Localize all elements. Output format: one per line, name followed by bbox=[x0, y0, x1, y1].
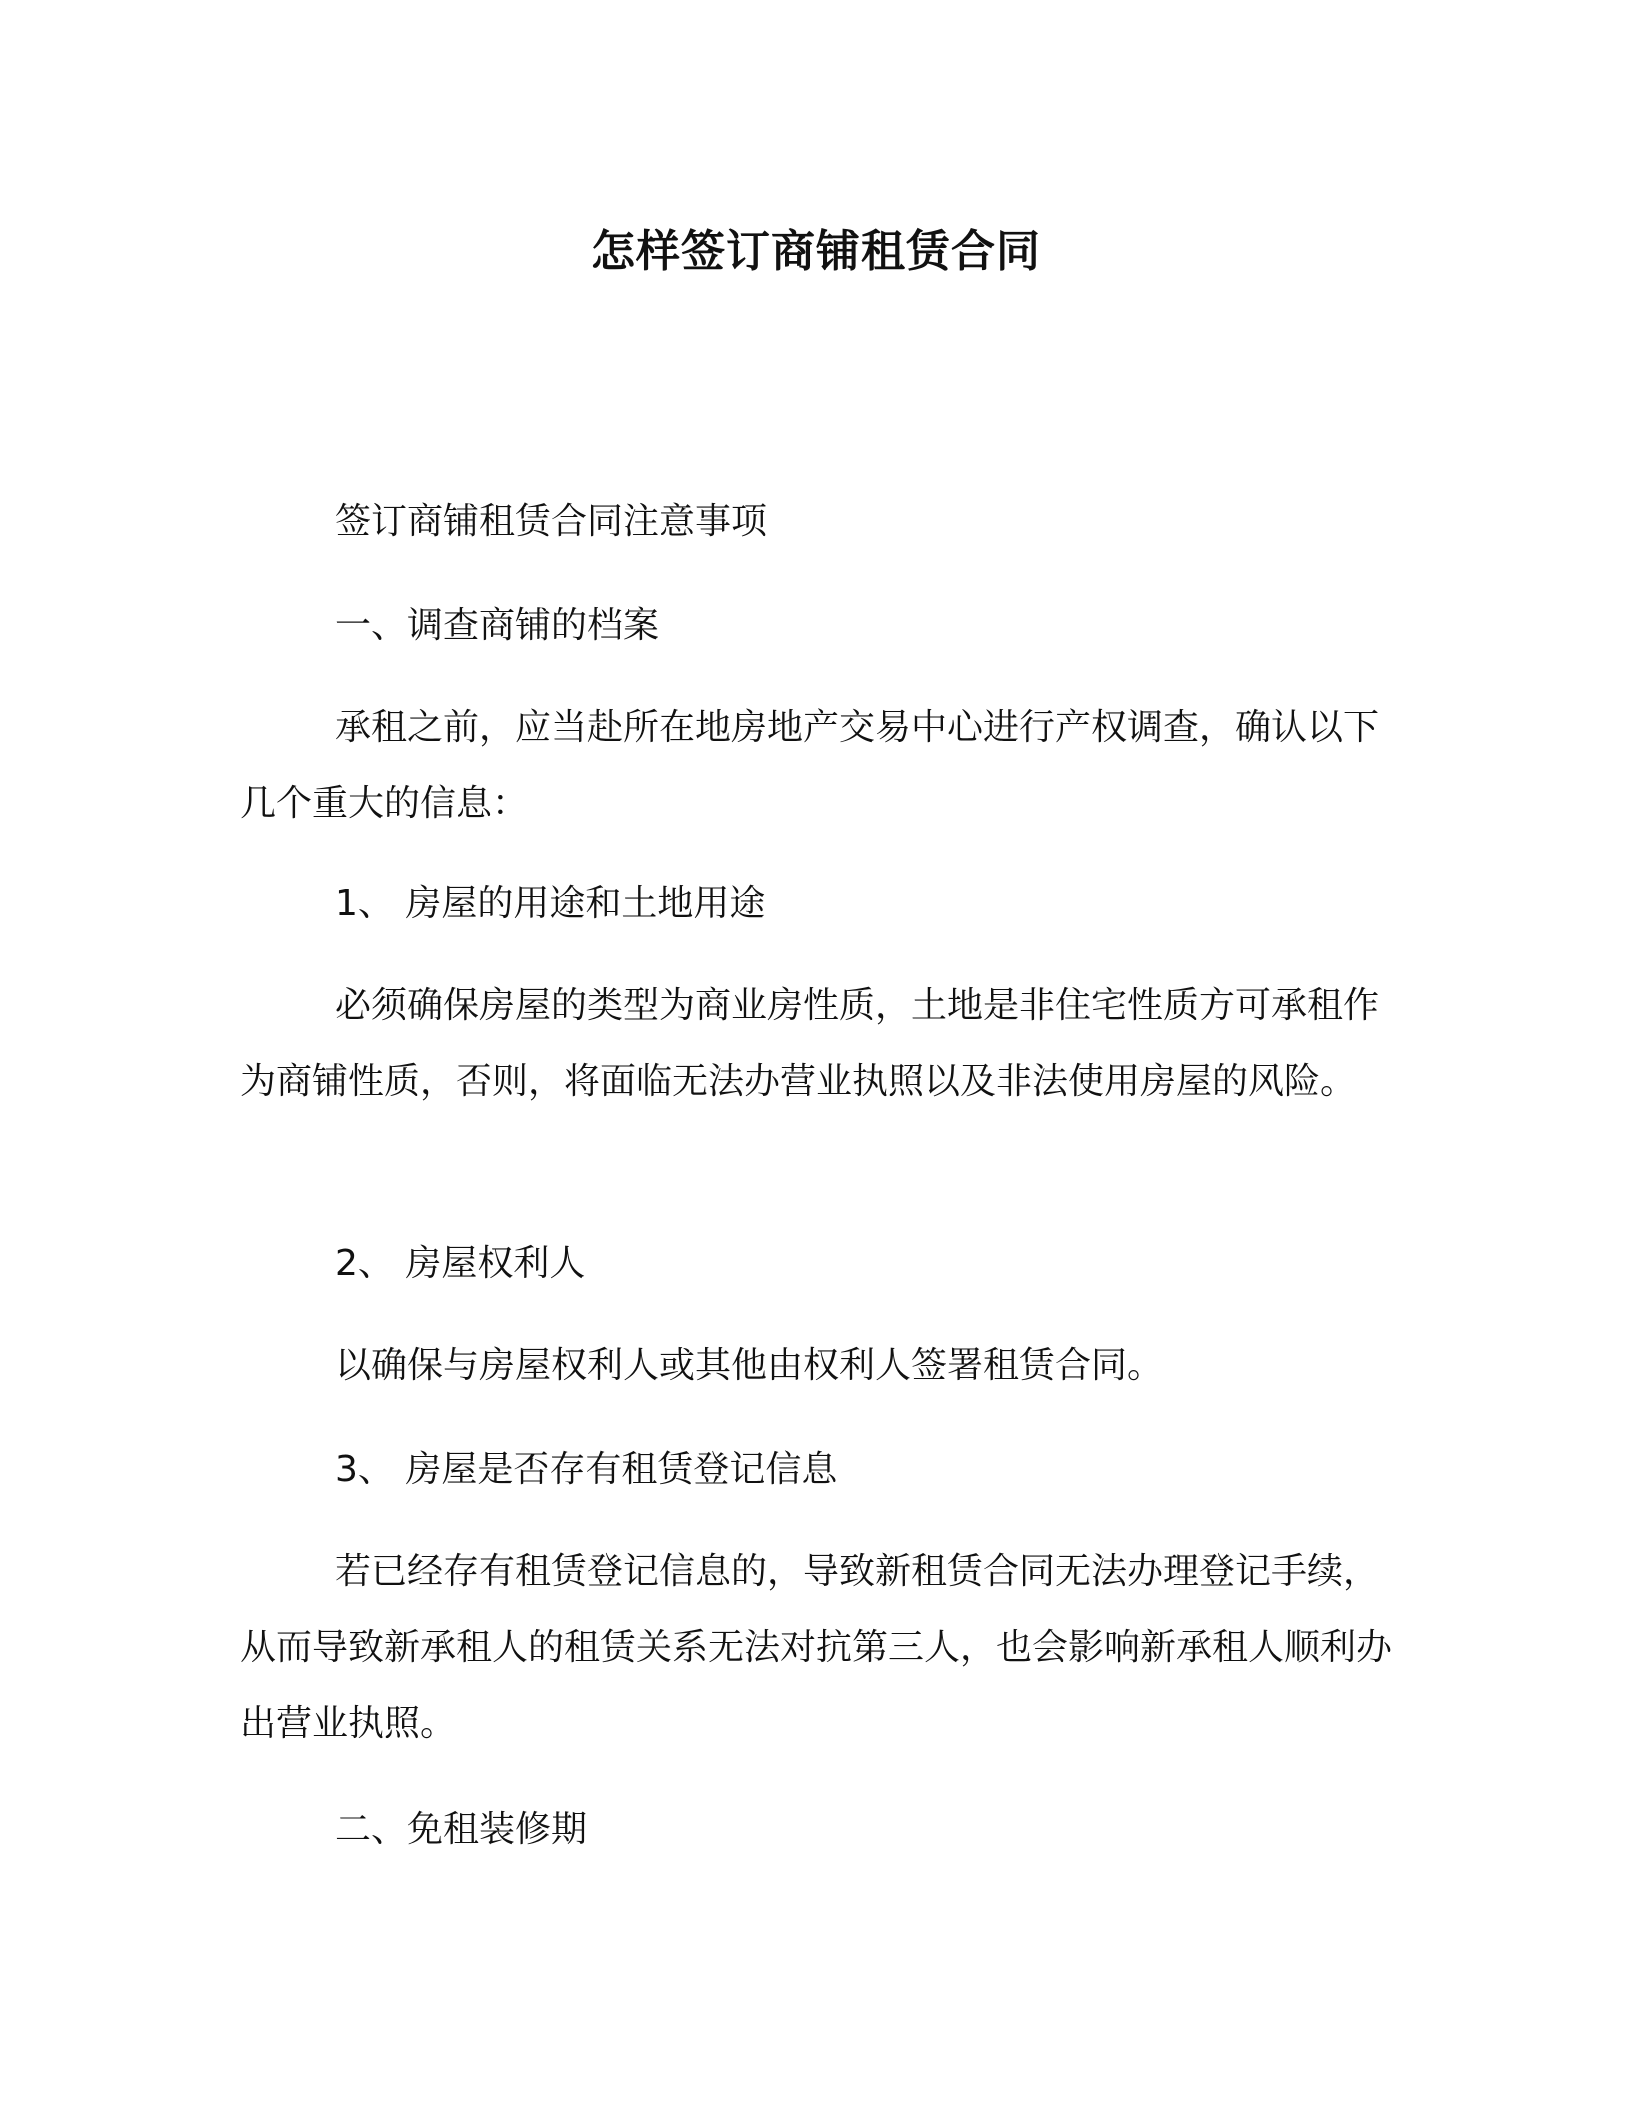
paragraph-usage: 必须确保房屋的类型为商业房性质，土地是非住宅性质方可承租作为商铺性质，否则，将面临无法办营业执照以及非法使用房屋的风险。 bbox=[240, 985, 1380, 1102]
subheading-3: 3、 房屋是否存有租赁登记信息 bbox=[335, 1449, 838, 1490]
subheading-2: 2、 房屋权利人 bbox=[335, 1243, 586, 1284]
section-intro-heading: 签订商铺租赁合同注意事项 bbox=[335, 501, 768, 542]
paragraph-owner: 以确保与房屋权利人或其他由权利人签署租赁合同。 bbox=[335, 1345, 1164, 1386]
section-heading-2: 二、免租装修期 bbox=[335, 1809, 588, 1850]
paragraph-registration: 若已经存有租赁登记信息的，导致新租赁合同无法办理登记手续，从而导致新承租人的租赁关系无法对抗第三人，也会影响新承租人顺利办出营业执照。 bbox=[240, 1551, 1393, 1744]
document-title: 怎样签订商铺租赁合同 bbox=[591, 226, 1041, 277]
paragraph-investigation: 承租之前，应当赴所在地房地产交易中心进行产权调查，确认以下几个重大的信息： bbox=[240, 707, 1380, 824]
section-heading-1: 一、调查商铺的档案 bbox=[335, 605, 660, 646]
subheading-1: 1、 房屋的用途和土地用途 bbox=[335, 883, 766, 924]
